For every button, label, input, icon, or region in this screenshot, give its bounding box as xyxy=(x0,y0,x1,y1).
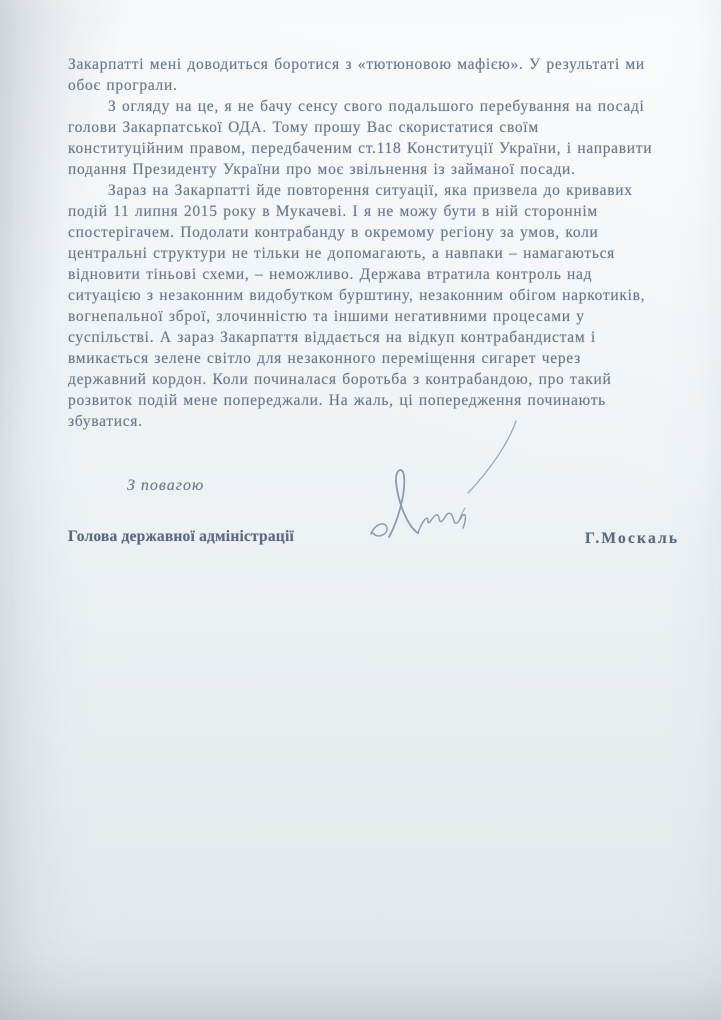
letter-line: подій 11 липня 2015 року в Мукачеві. І я не можу бути в ній стороннім xyxy=(68,203,598,220)
closing-salutation: З повагою xyxy=(127,477,205,494)
signer-title: Голова державної адміністрації xyxy=(68,528,294,545)
letter-line: подання Президенту України про моє звільнення із займаної посади. xyxy=(68,161,576,178)
letter-line: центральні структури не тільки не допомагають, а навпаки – намагаються xyxy=(68,245,616,262)
letter-line: ситуацією з незаконним видобутком бурштину, незаконним обігом наркотиків, xyxy=(68,287,646,304)
letter-line: голови Закарпатської ОДА. Тому прошу Вас скористатися своїм xyxy=(68,119,539,136)
letter-line: розвиток подій мене попереджали. На жаль, ці попередження починають xyxy=(68,392,606,409)
letter-line: З огляду на це, я не бачу сенсу свого подальшого перебування на посаді xyxy=(108,98,645,115)
handwritten-signature-icon xyxy=(355,396,535,551)
letter-line: спостерігачем. Подолати контрабанду в окремому регіону за умов, коли xyxy=(68,224,599,241)
letter-line: обоє програли. xyxy=(68,77,178,94)
letter-line: суспільстві. А зараз Закарпаття віддається на відкуп контрабандистам і xyxy=(68,329,596,346)
letter-line: конституційним правом, передбаченим ст.118 Конституції України, і направити xyxy=(68,140,653,157)
letter-line: Закарпатті мені доводиться боротися з «тютюновою мафією». У результаті ми xyxy=(68,56,645,73)
letter-line: Зараз на Закарпатті йде повторення ситуації, яка призвела до кривавих xyxy=(108,182,633,199)
letter-line: збуватися. xyxy=(68,413,143,430)
letter-line: відновити тіньові схеми, – неможливо. Держава втратила контроль над xyxy=(68,266,593,283)
signer-name: Г.Москаль xyxy=(585,530,680,547)
letter-line: вмикається зелене світло для незаконного переміщення сигарет через xyxy=(68,350,581,367)
letter-body xyxy=(68,54,708,432)
letter-line: вогнепальної зброї, злочинністю та іншими негативними процесами у xyxy=(68,308,585,325)
letter-line: державний кордон. Коли починалася боротьба з контрабандою, про такий xyxy=(68,371,612,388)
